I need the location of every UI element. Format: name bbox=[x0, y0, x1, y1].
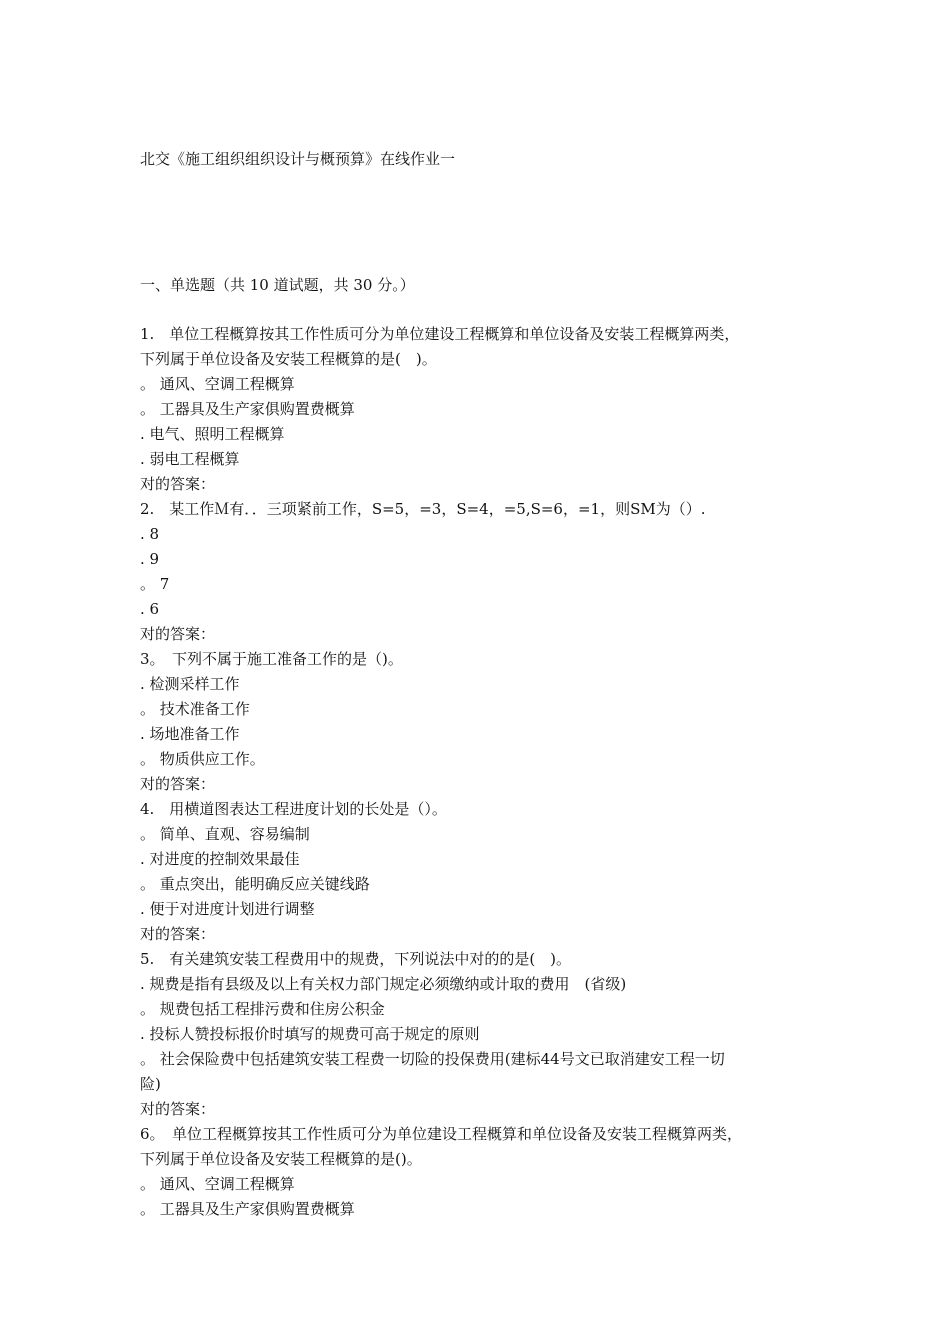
question-stem: 2. 某工作Ｍ有．．三项紧前工作，S=5，=3，S=4，=5,S=6，=1，则SM为（）. bbox=[140, 500, 706, 518]
question-stem: 6。 单位工程概算按其工作性质可分为单位建设工程概算和单位设备及安装工程概算两类， bbox=[140, 1125, 743, 1143]
answer-option: 险) bbox=[140, 1075, 161, 1093]
answer-option: 。 工器具及生产家俱购置费概算 bbox=[140, 1200, 355, 1218]
question-stem: 下列属于单位设备及安装工程概算的是( )。 bbox=[140, 350, 437, 368]
document-title: 北交《施工组织组织设计与概预算》在线作业一 bbox=[140, 150, 456, 168]
answer-option: . 6 bbox=[140, 600, 160, 618]
answer-option: 。 重点突出，能明确反应关键线路 bbox=[140, 875, 370, 893]
correct-answer-label: 对的答案： bbox=[140, 475, 216, 493]
answer-option: 。 7 bbox=[140, 575, 170, 593]
answer-option: 。 规费包括工程排污费和住房公积金 bbox=[140, 1000, 385, 1018]
answer-option: 。 工器具及生产家俱购置费概算 bbox=[140, 400, 355, 418]
question-stem: 下列属于单位设备及安装工程概算的是()。 bbox=[140, 1150, 422, 1168]
answer-option: 。 物质供应工作。 bbox=[140, 750, 265, 768]
answer-option: . 9 bbox=[140, 550, 160, 568]
answer-option: . 检测采样工作 bbox=[140, 675, 240, 693]
section-heading: 一、单选题（共 10 道试题，共 30 分。） bbox=[140, 276, 415, 294]
correct-answer-label: 对的答案： bbox=[140, 775, 216, 793]
question-stem: 5. 有关建筑安装工程费用中的规费，下列说法中对的的是( )。 bbox=[140, 950, 572, 968]
correct-answer-label: 对的答案： bbox=[140, 625, 216, 643]
question-stem: 4. 用横道图表达工程进度计划的长处是（）。 bbox=[140, 800, 447, 818]
answer-option: . 规费是指有县级及以上有关权力部门规定必须缴纳或计取的费用 (省级) bbox=[140, 975, 627, 993]
answer-option: . 对进度的控制效果最佳 bbox=[140, 850, 300, 868]
question-stem: 3。 下列不属于施工准备工作的是（)。 bbox=[140, 650, 403, 668]
answer-option: . 弱电工程概算 bbox=[140, 450, 240, 468]
answer-option: . 投标人赞投标报价时填写的规费可高于规定的原则 bbox=[140, 1025, 480, 1043]
answer-option: . 场地准备工作 bbox=[140, 725, 240, 743]
answer-option: . 8 bbox=[140, 525, 160, 543]
correct-answer-label: 对的答案： bbox=[140, 1100, 216, 1118]
answer-option: 。 社会保险费中包括建筑安装工程费一切险的投保费用(建标44号文已取消建安工程一切 bbox=[140, 1050, 725, 1068]
question-list bbox=[140, 322, 830, 1222]
correct-answer-label: 对的答案： bbox=[140, 925, 216, 943]
answer-option: . 便于对进度计划进行调整 bbox=[140, 900, 315, 918]
answer-option: 。 通风、空调工程概算 bbox=[140, 375, 295, 393]
answer-option: 。 技术准备工作 bbox=[140, 700, 250, 718]
answer-option: 。 简单、直观、容易编制 bbox=[140, 825, 310, 843]
question-stem: 1. 单位工程概算按其工作性质可分为单位建设工程概算和单位设备及安装工程概算两类， bbox=[140, 325, 740, 343]
answer-option: . 电气、照明工程概算 bbox=[140, 425, 285, 443]
answer-option: 。 通风、空调工程概算 bbox=[140, 1175, 295, 1193]
